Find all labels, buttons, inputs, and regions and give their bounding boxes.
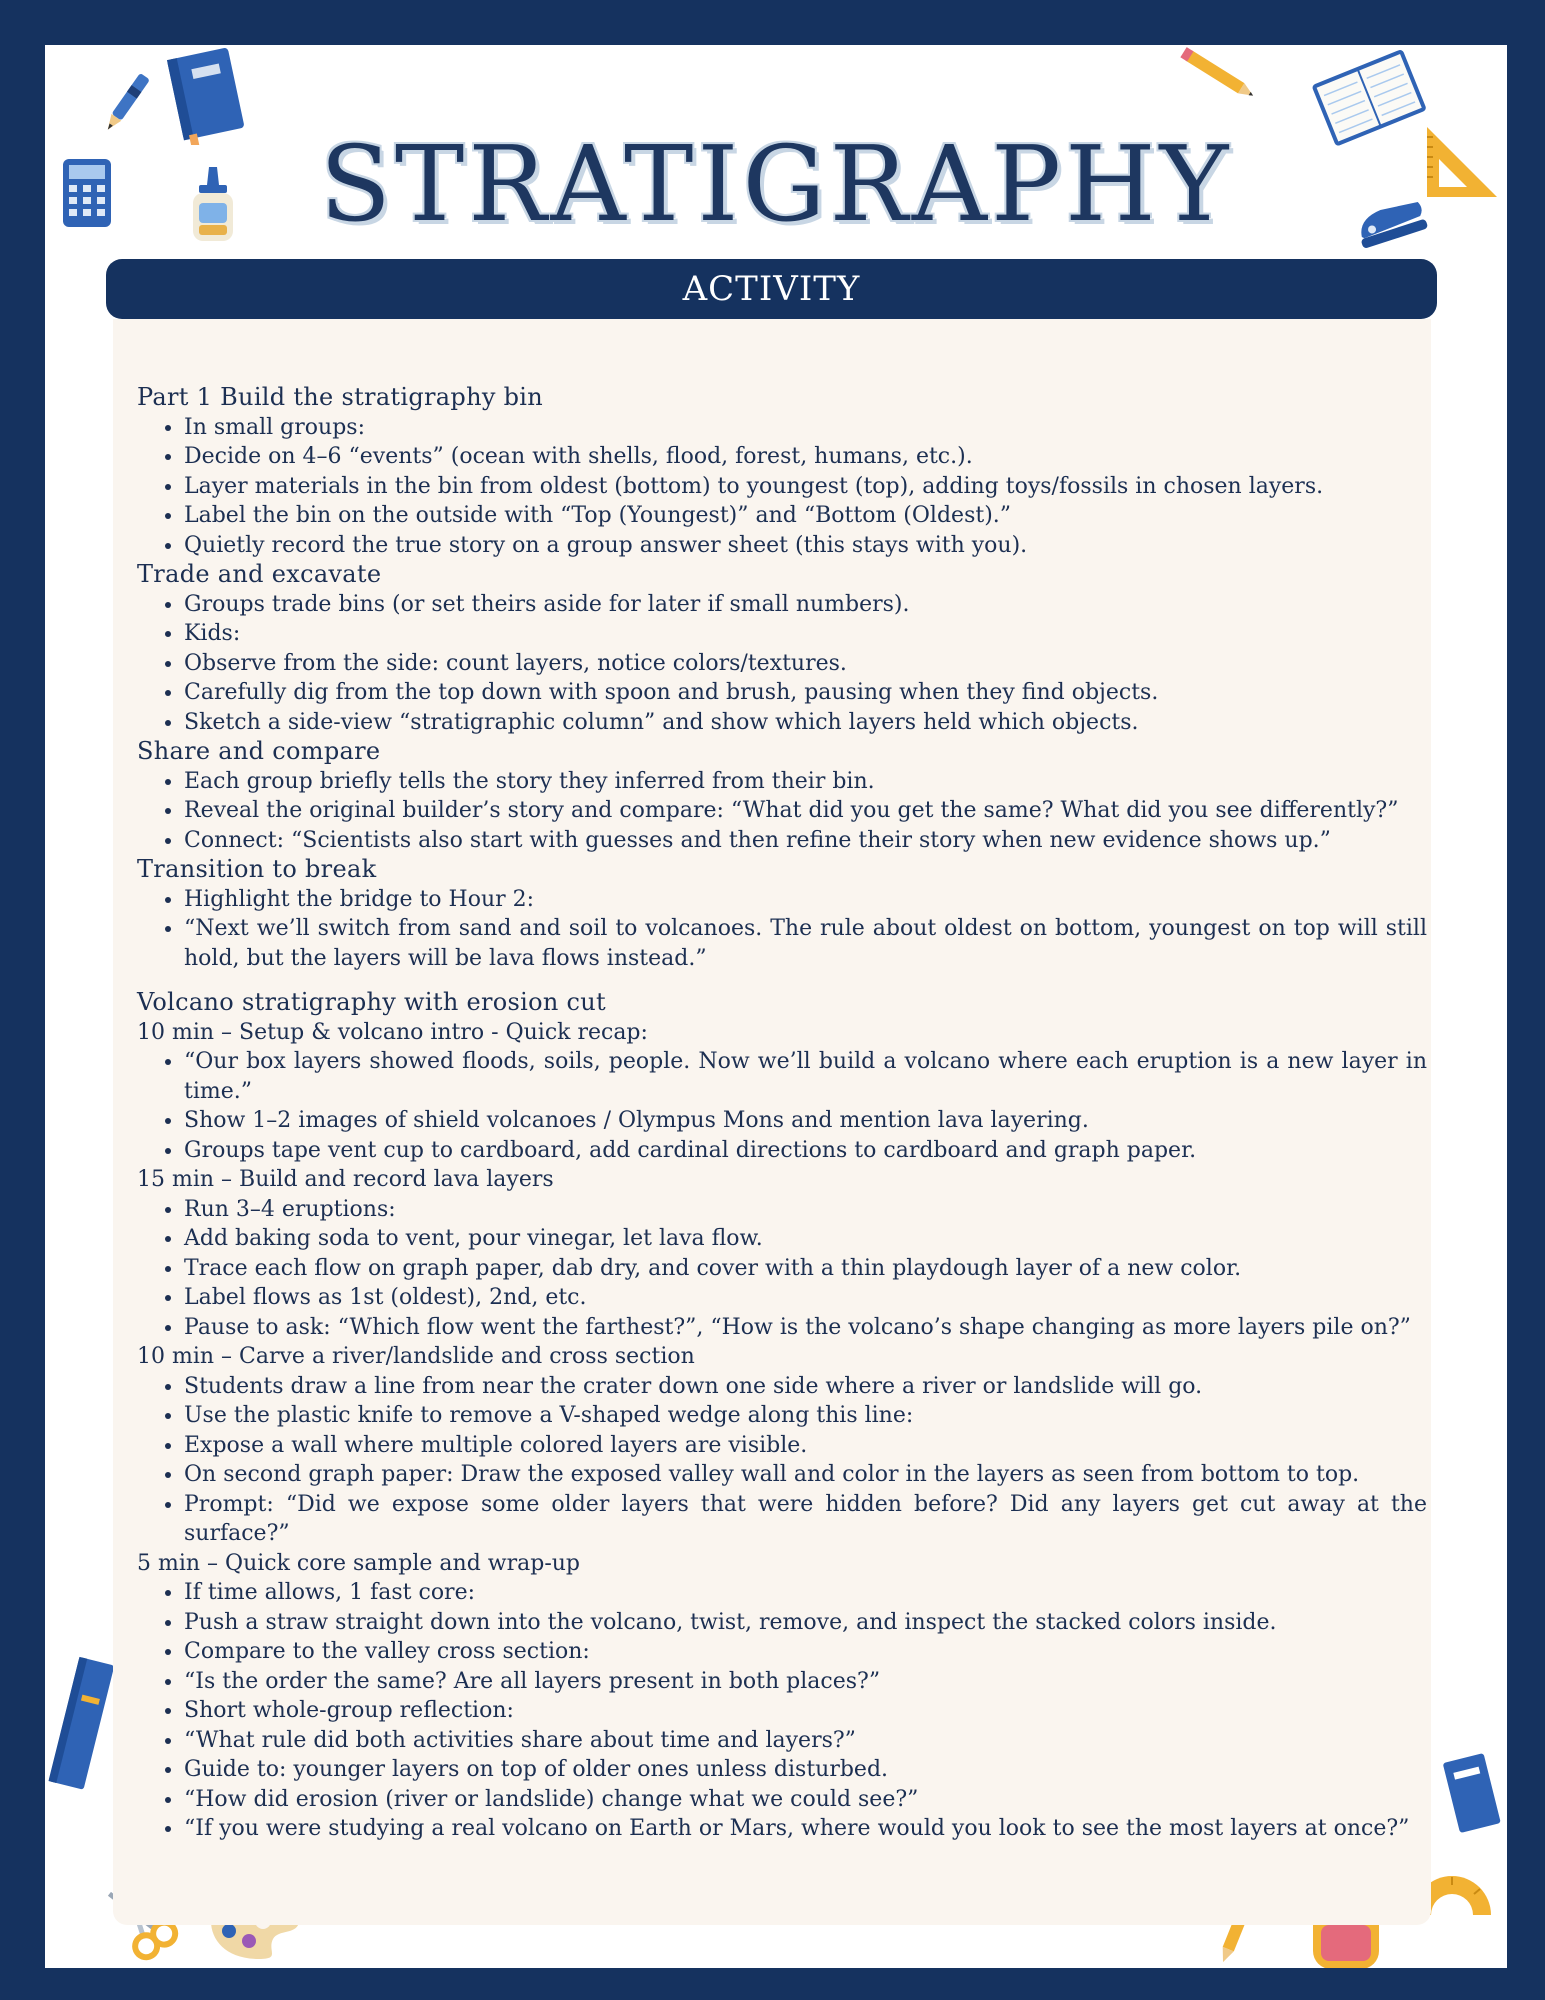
list-item: • Groups tape vent cup to cardboard, add cardinal directions to cardboard and graph paper. (184, 1136, 1427, 1166)
worksheet-page (45, 45, 1507, 1968)
list-item: • Compare to the valley cross section: (184, 1637, 1427, 1667)
carve-list (137, 1372, 1427, 1549)
transition-list (137, 885, 1427, 974)
list-item: • Run 3–4 eruptions: (184, 1195, 1427, 1225)
build-label: 15 min – Build and record lava layers (137, 1167, 554, 1192)
core-label: 5 min – Quick core sample and wrap-up (137, 1550, 581, 1576)
list-item: • Prompt: “Did we expose some older layers that were hidden before? Did any layers get cut away at the surface?” (184, 1490, 1427, 1549)
list-item: • On second graph paper: Draw the exposed valley wall and color in the layers as seen from bottom to top. (184, 1460, 1427, 1490)
trade-heading: Trade and excavate (137, 560, 382, 588)
list-item: • In small groups: (184, 413, 1427, 443)
activity-banner: ACTIVITY (106, 259, 1437, 319)
book-icon (45, 1655, 115, 1795)
carve-label: 10 min – Carve a river/landslide and cross section (137, 1344, 695, 1369)
list-item: • Expose a wall where multiple colored layers are visible. (184, 1431, 1427, 1461)
list-item: • If time allows, 1 fast core: (184, 1578, 1427, 1608)
list-item: • “Is the order the same? Are all layers present in both places?” (184, 1667, 1427, 1697)
list-item: • Each group briefly tells the story they inferred from their bin. (184, 767, 1427, 797)
list-item: • Students draw a line from near the crater down one side where a river or landslide will go. (184, 1372, 1427, 1402)
volcano-heading: Volcano stratigraphy with erosion cut (137, 988, 606, 1016)
build-list (137, 1195, 1427, 1343)
list-item: • Show 1–2 images of shield volcanoes / Olympus Mons and mention lava layering. (184, 1106, 1427, 1136)
part1-heading: Part 1 Build the stratigraphy bin (137, 383, 544, 411)
activity-panel (113, 319, 1431, 1925)
list-item: • “If you were studying a real volcano on Earth or Mars, where would you look to see the most layers at once?” (184, 1814, 1427, 1844)
trade-list (137, 590, 1427, 738)
page-title: STRATIGRAPHY (319, 123, 1233, 245)
list-item: • Label the bin on the outside with “Top (Youngest)” and “Bottom (Oldest).” (184, 501, 1427, 531)
list-item: • Kids: (184, 619, 1427, 649)
list-item: • Use the plastic knife to remove a V-shaped wedge along this line: (184, 1401, 1427, 1431)
transition-heading: Transition to break (137, 855, 377, 883)
list-item: • Highlight the bridge to Hour 2: (184, 885, 1427, 915)
list-item: • Groups trade bins (or set theirs aside for later if small numbers). (184, 590, 1427, 620)
list-item: • Push a straw straight down into the volcano, twist, remove, and inspect the stacked colors inside. (184, 1608, 1427, 1638)
list-item: • Layer materials in the bin from oldest (bottom) to youngest (top), adding toys/fossils in chosen layers. (184, 472, 1427, 502)
setup-list (137, 1047, 1427, 1165)
pencil-icon (1175, 45, 1265, 105)
book-icon (1437, 1749, 1507, 1839)
list-item: • Observe from the side: count layers, notice colors/textures. (184, 649, 1427, 679)
list-item: • Decide on 4–6 “events” (ocean with shells, flood, forest, humans, etc.). (184, 442, 1427, 472)
list-item: • Quietly record the true story on a group answer sheet (this stays with you). (184, 531, 1427, 561)
list-item: • Guide to: younger layers on top of older ones unless disturbed. (184, 1755, 1427, 1785)
list-item: • Trace each flow on graph paper, dab dry, and cover with a thin playdough layer of a new color. (184, 1254, 1427, 1284)
share-list (137, 767, 1427, 856)
part1-list (137, 413, 1427, 561)
list-item: • “Our box layers showed floods, soils, people. Now we’ll build a volcano where each eruption is a new layer in time.” (184, 1047, 1427, 1106)
share-heading: Share and compare (137, 737, 381, 765)
list-item: • “How did erosion (river or landslide) change what we could see?” (184, 1785, 1427, 1815)
list-item: • Carefully dig from the top down with spoon and brush, pausing when they find objects. (184, 678, 1427, 708)
list-item: • Add baking soda to vent, pour vinegar, let lava flow. (184, 1224, 1427, 1254)
list-item: • “Next we’ll switch from sand and soil to volcanoes. The rule about oldest on bottom, youngest on top will still hold, but the layers will be lava flows instead.” (184, 914, 1427, 973)
list-item: • Label flows as 1st (oldest), 2nd, etc. (184, 1283, 1427, 1313)
core-list (137, 1578, 1427, 1844)
list-item: • Reveal the original builder’s story and compare: “What did you get the same? What did you see differently?” (184, 796, 1427, 826)
activity-text (137, 383, 1427, 1844)
list-item: • Short whole-group reflection: (184, 1696, 1427, 1726)
list-item: • Connect: “Scientists also start with guesses and then refine their story when new evidence shows up.” (184, 826, 1427, 856)
list-item: • “What rule did both activities share about time and layers?” (184, 1726, 1427, 1756)
setup-label: 10 min – Setup & volcano intro - Quick recap: (137, 1019, 648, 1045)
list-item: • Pause to ask: “Which flow went the farthest?”, “How is the volcano’s shape changing as more layers pile on?” (184, 1313, 1427, 1343)
list-item: • Sketch a side-view “stratigraphic column” and show which layers held which objects. (184, 708, 1427, 738)
